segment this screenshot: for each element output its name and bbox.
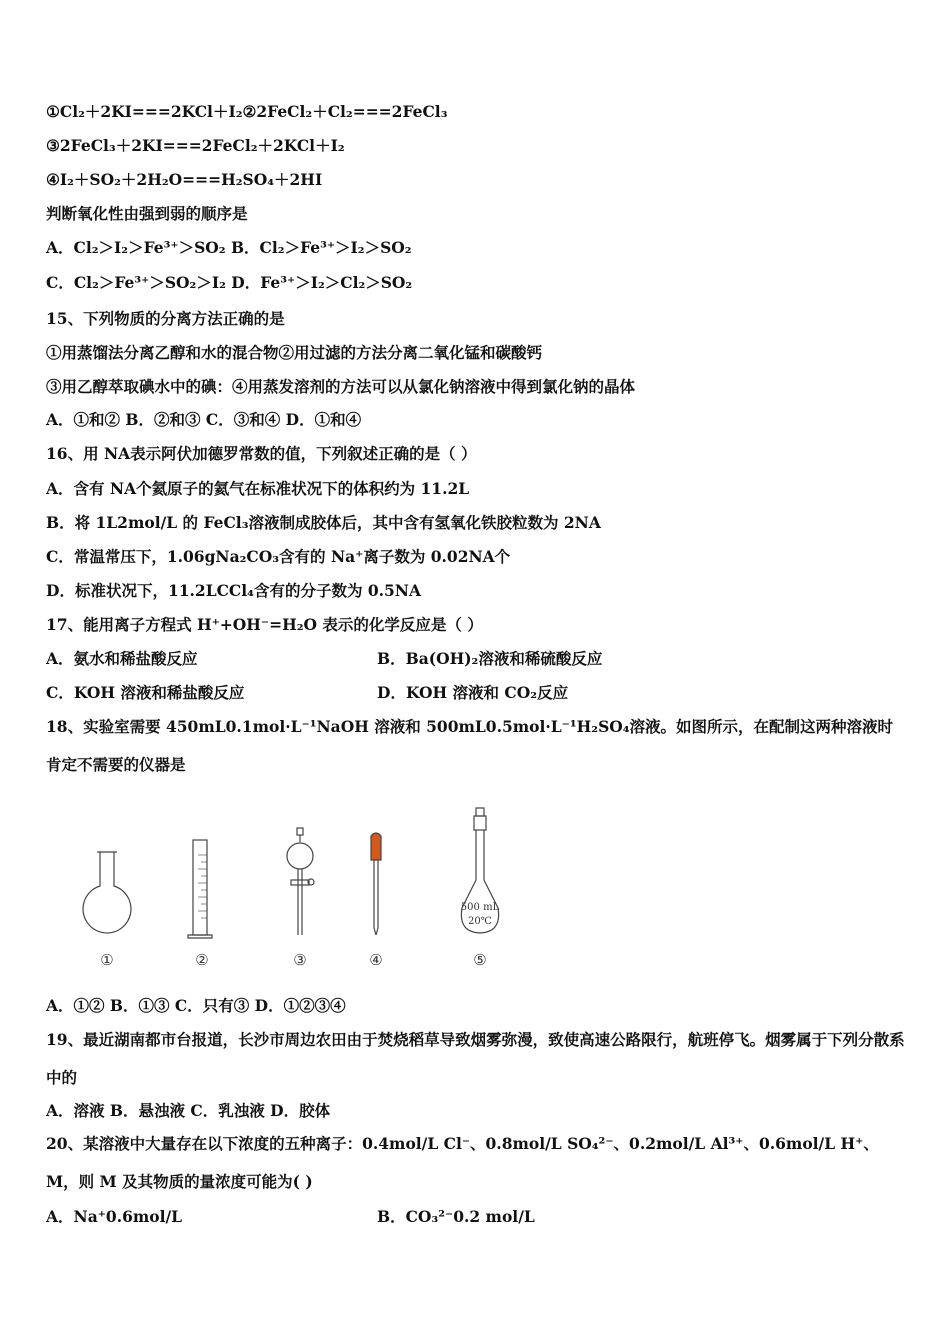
question-15-options: A．①和② B．②和③ C．③和④ D．①和④ <box>46 410 362 429</box>
question-20: 20、某溶液中大量存在以下浓度的五种离子：0.4mol/L Cl⁻、0.8mol/L SO₄²⁻、0.2mol/L Al³⁺、0.6mol/L H⁺、M，则 M 及其物质的量浓度可能为( ) <box>46 1134 879 1191</box>
question-18-options: A．①② B．①③ C．只有③ D．①②③④ <box>46 996 346 1015</box>
question-17-option-b: B．Ba(OH)₂溶液和稀硫酸反应 <box>377 649 603 668</box>
round-bottom-flask-icon <box>83 852 131 933</box>
separatory-funnel-icon <box>287 828 314 935</box>
volumetric-flask-icon <box>461 808 498 933</box>
flask-volume-label: 500 mL <box>460 902 500 913</box>
question-14-options-ab: A．Cl₂＞I₂＞Fe³⁺＞SO₂ B．Cl₂＞Fe³⁺＞I₂＞SO₂ <box>46 238 412 257</box>
question-16-option-b: B．将 1L2mol/L 的 FeCl₃溶液制成胶体后，其中含有氢氧化铁胶粒数为 2NA <box>46 513 601 532</box>
apparatus-drawing <box>70 800 550 975</box>
question-16-option-a: A．含有 NA个氦原子的氦气在标准状况下的体积约为 11.2L <box>46 479 470 498</box>
question-16-option-c: C．常温常压下，1.06gNa₂CO₃含有的 Na⁺离子数为 0.02NA个 <box>46 547 511 566</box>
reaction-1-2: ①Cl₂＋2KI===2KCl＋I₂②2FeCl₂＋Cl₂===2FeCl₃ <box>46 102 448 121</box>
question-15-item-b: ③用乙醇萃取碘水中的碘：④用蒸发溶剂的方法可以从氯化钠溶液中得到氯化钠的晶体 <box>46 377 636 396</box>
question-16: 16、用 NA表示阿伏加德罗常数的值，下列叙述正确的是（ ） <box>46 444 477 463</box>
question-17: 17、能用离子方程式 H⁺+OH⁻=H₂O 表示的化学反应是（ ） <box>46 615 483 634</box>
reaction-4: ④I₂＋SO₂＋2H₂O===H₂SO₄＋2HI <box>46 170 323 189</box>
dropper-icon <box>371 833 381 935</box>
question-15-item-a: ①用蒸馏法分离乙醇和水的混合物②用过滤的方法分离二氧化锰和碳酸钙 <box>46 343 543 362</box>
question-16-option-d: D．标准状况下，11.2LCCl₄含有的分子数为 0.5NA <box>46 581 421 600</box>
graduated-cylinder-icon <box>188 840 212 938</box>
question-19: 19、最近湖南都市台报道，长沙市周边农田由于焚烧稻草导致烟雾弥漫，致使高速公路限行，航班停飞。烟雾属于下列分散系中的 <box>46 1030 905 1087</box>
question-14-prompt: 判断氧化性由强到弱的顺序是 <box>46 204 248 223</box>
reaction-3: ③2FeCl₃＋2KI===2FeCl₂＋2KCl＋I₂ <box>46 136 345 155</box>
figure-label-5: ⑤ <box>473 951 487 969</box>
question-19-options: A．溶液 B．悬浊液 C．乳浊液 D．胶体 <box>46 1101 331 1120</box>
figure-label-3: ③ <box>293 951 307 969</box>
lab-apparatus-figure <box>70 800 550 975</box>
figure-label-2: ② <box>195 951 209 969</box>
figure-label-1: ① <box>100 951 114 969</box>
question-20-option-a: A．Na⁺0.6mol/L <box>46 1207 183 1226</box>
question-17-option-c: C．KOH 溶液和稀盐酸反应 <box>46 683 245 702</box>
flask-temp-label: 20℃ <box>468 916 492 927</box>
question-17-option-a: A．氨水和稀盐酸反应 <box>46 649 198 668</box>
question-20-option-b: B．CO₃²⁻0.2 mol/L <box>377 1207 535 1226</box>
question-14-options-cd: C．Cl₂＞Fe³⁺＞SO₂＞I₂ D．Fe³⁺＞I₂＞Cl₂＞SO₂ <box>46 273 413 292</box>
figure-label-4: ④ <box>369 951 383 969</box>
question-18: 18、实验室需要 450mL0.1mol·L⁻¹NaOH 溶液和 500mL0.5mol·L⁻¹H₂SO₄溶液。如图所示，在配制这两种溶液时肯定不需要的仪器是 <box>46 717 894 774</box>
question-17-option-d: D．KOH 溶液和 CO₂反应 <box>377 683 569 702</box>
question-15: 15、下列物质的分离方法正确的是 <box>46 309 285 328</box>
